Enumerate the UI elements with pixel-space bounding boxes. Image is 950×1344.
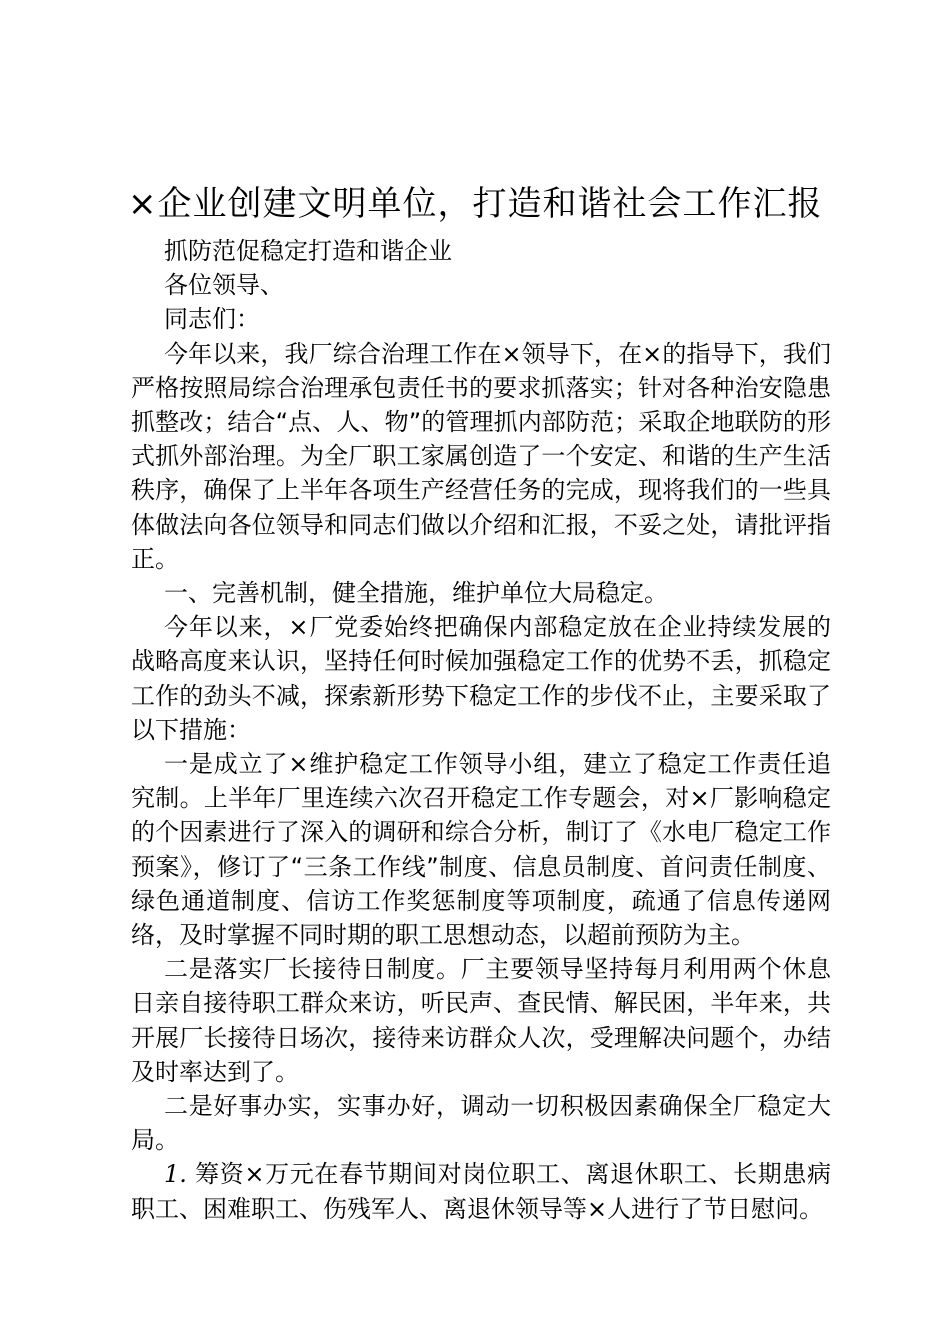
list-item <box>131 1157 831 1225</box>
intro-paragraph: 今年以来，我厂综合治理工作在×领导下，在×的指导下，我们严格按照局综合治理承包责任书的要求抓落实；针对各种治安隐患抓整改；结合“点、人、物”的管理抓内部防范；采取企地联防的形式抓外部治理。为全厂职工家属创造了一个安定、和谐的生产生活秩序，确保了上半年各项生产经营任务的完成，现将我们的一些具体做法向各位领导和同志们做以介绍和汇报，不妥之处，请批评指正。 <box>131 339 831 573</box>
measure-1-paragraph: 一是成立了×维护稳定工作领导小组，建立了稳定工作责任追究制。上半年厂里连续六次召开稳定工作专题会，对×厂影响稳定的个因素进行了深入的调研和综合分析，制订了《水电厂稳定工作预案》，修订了“三条工作线”制度、信息员制度、首问责任制度、绿色通道制度、信访工作奖惩制度等项制度，疏通了信息传递网络，及时掌握不同时期的职工思想动态，以超前预防为主。 <box>131 750 831 950</box>
list-item-number: 1. <box>164 1160 187 1189</box>
salutation-leaders: 各位领导、 <box>164 271 284 300</box>
document-title: ×企业创建文明单位，打造和谐社会工作汇报 <box>128 184 823 224</box>
section-heading-1: 一、完善机制，健全措施，维护单位大局稳定。 <box>164 579 668 608</box>
measure-3-paragraph: 二是好事办实，实事办好，调动一切积极因素确保全厂稳定大局。 <box>131 1092 831 1155</box>
list-item-text: 筹资×万元在春节期间对岗位职工、离退休职工、长期患病职工、困难职工、伤残军人、离退休领导等×人进行了节日慰问。 <box>131 1160 831 1223</box>
document-subtitle: 抓防范促稳定打造和谐企业 <box>164 237 452 265</box>
document-body <box>131 234 831 1226</box>
salutation-comrades: 同志们： <box>164 305 260 334</box>
section-1-paragraph: 今年以来，×厂党委始终把确保内部稳定放在企业持续发展的战略高度来认识，坚持任何时候加强稳定工作的优势不丢，抓稳定工作的劲头不减，探索新形势下稳定工作的步伐不止，主要采取了以下措施： <box>131 613 831 744</box>
measure-2-paragraph: 二是落实厂长接待日制度。厂主要领导坚持每月利用两个休息日亲自接待职工群众来访，听民声、查民情、解民困，半年来，共开展厂长接待日场次，接待来访群众人次，受理解决问题个，办结及时率达到了。 <box>131 955 831 1086</box>
